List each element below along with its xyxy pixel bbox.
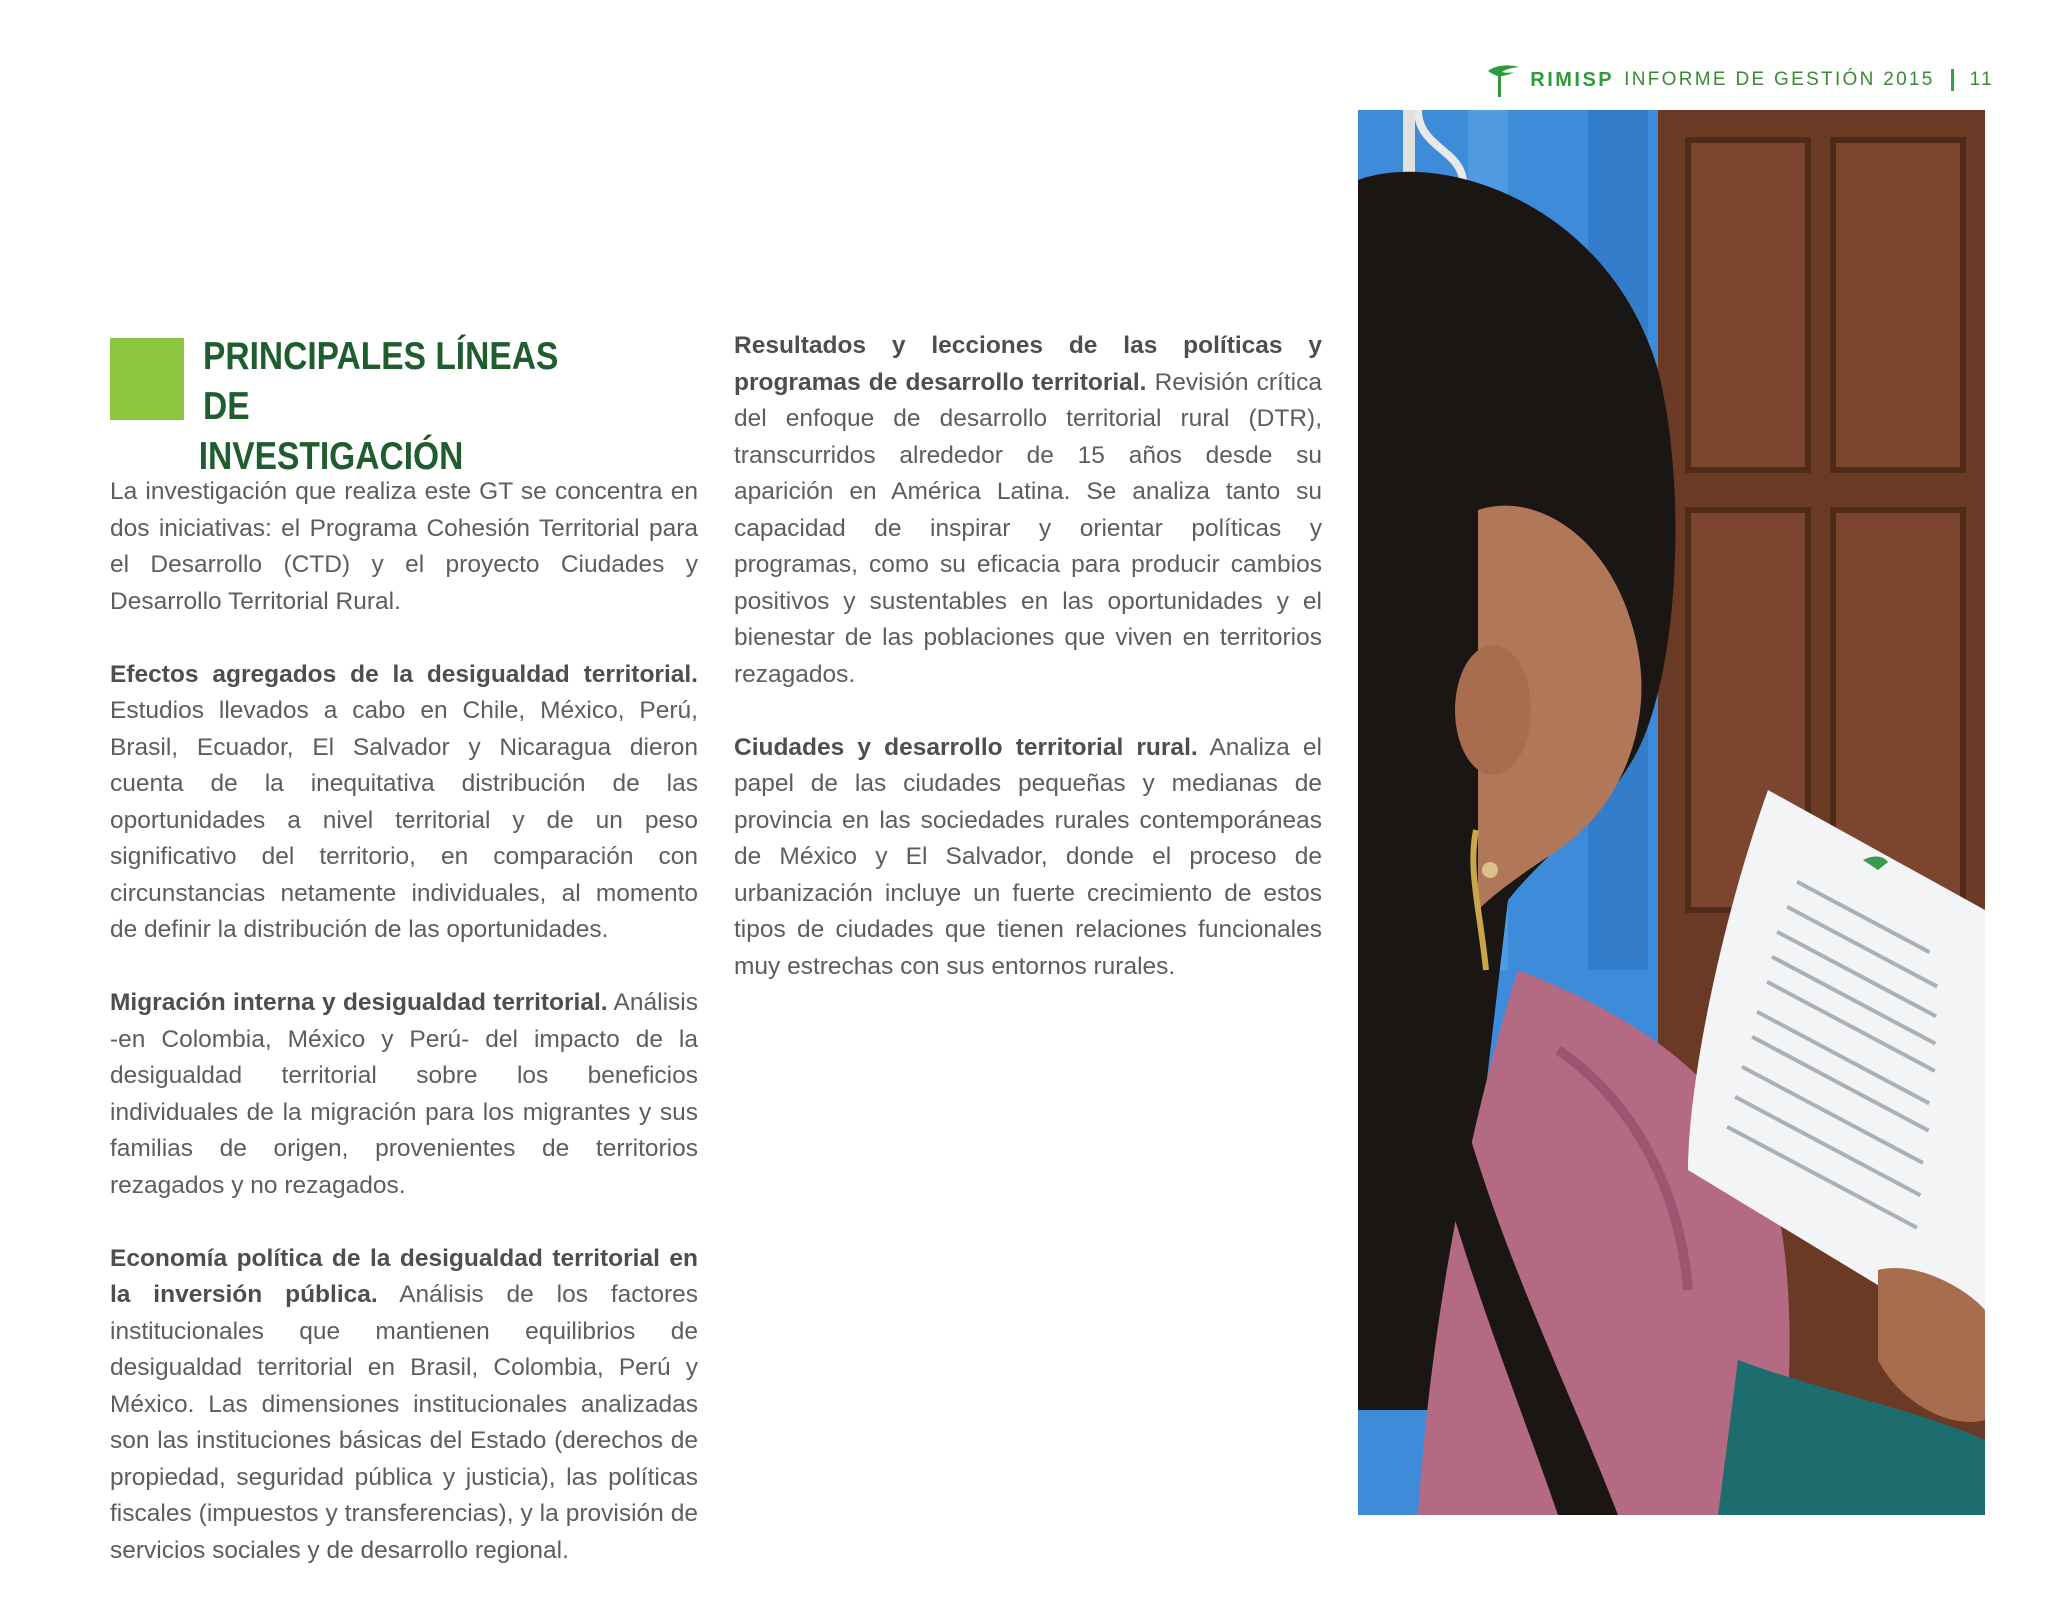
- research-item-text: Estudios llevados a cabo en Chile, México, Perú, Brasil, Ecuador, El Salvador y Nicaragua dieron cuenta de la inequitativa distribución de las oportunidades a nivel territorial y de un peso significativo del territorio, en comparación con circunstancias netamente individuales, al momento de definir la distribución de las oportunidades.: [110, 697, 698, 943]
- header-report-title: INFORME DE GESTIÓN 2015: [1624, 69, 1935, 90]
- research-item: [110, 1241, 698, 1570]
- right-column: [734, 328, 1322, 1022]
- research-item-text: Revisión crítica del enfoque de desarrollo territorial rural (DTR), transcurridos alrededor de 15 años desde su aparición en América Latina. Se analiza tanto su capacidad de inspirar y orientar políticas y programas, como su eficacia para producir cambios positivos y sustentables en las oportunidades y el bienestar de las poblaciones que viven en territorios rezagados.: [734, 368, 1322, 688]
- intro-paragraph: La investigación que realiza este GT se concentra en dos iniciativas: el Programa Cohesión Territorial para el Desarrollo (CTD) y el proyecto Ciudades y Desarrollo Territorial Rural.: [110, 478, 698, 615]
- page-number: 11: [1969, 69, 1994, 90]
- research-item-text: Análisis -en Colombia, México y Perú- del impacto de la desigualdad territorial sobre los beneficios individuales de la migración para los migrantes y sus familias de origen, provenientes de territorios rezagados y no rezagados.: [110, 989, 698, 1199]
- research-item-heading: Economía política de la desigualdad territorial en la inversión pública.: [110, 1244, 698, 1308]
- research-item-heading: Resultados y lecciones de las políticas y programas de desarrollo territorial.: [734, 332, 1322, 396]
- section-title-line1: PRINCIPALES LÍNEAS DE: [203, 335, 559, 428]
- research-item: [110, 657, 698, 949]
- research-item-heading: Efectos agregados de la desigualdad territorial.: [110, 660, 698, 688]
- woman-reading-document-photo: [1358, 110, 1985, 1515]
- photo-illustration: [1358, 110, 1985, 1515]
- research-item-heading: Migración interna y desigualdad territorial.: [110, 989, 608, 1016]
- research-item: [734, 328, 1322, 693]
- research-item-text: Analiza el papel de las ciudades pequeñas y medianas de provincia en las sociedades rurales contemporáneas de México y El Salvador, donde el proceso de urbanización incluye un fuerte crecimiento de estos tipos de ciudades que tienen relaciones funcionales muy estrechas con sus entornos rurales.: [734, 733, 1323, 980]
- section-title-line2: INVESTIGACIÓN: [198, 435, 464, 478]
- section-title: [198, 332, 564, 482]
- left-column: [110, 474, 698, 1606]
- rimisp-leaf-logo-icon: [1486, 61, 1520, 99]
- header-divider: [1951, 69, 1954, 91]
- research-item-text: Análisis de los factores institucionales que mantienen equilibrios de desigualdad territorial en Brasil, Colombia, Perú y México. Las dimensiones institucionales analizadas son las instituciones básicas del Estado (derechos de propiedad, seguridad pública y justicia), las políticas fiscales (impuestos y transferencias), y la provisión de servicios sociales y de desarrollo regional.: [110, 1281, 698, 1564]
- research-item: [734, 730, 1322, 986]
- header-brand: RIMISP: [1530, 68, 1615, 91]
- page-header: [1486, 62, 1994, 98]
- research-item: [110, 985, 698, 1204]
- section-accent-square: [110, 338, 184, 420]
- research-item-heading: Ciudades y desarrollo territorial rural.: [734, 733, 1198, 761]
